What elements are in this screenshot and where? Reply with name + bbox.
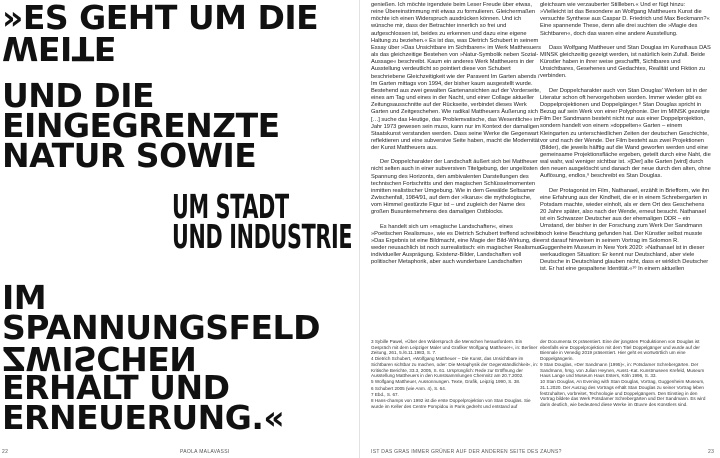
headline-block-2 xyxy=(2,76,280,175)
footnote: 9 Stan Douglas, »Der Sandmann (1995)«, in: Potsdamer Schrebergärten. Der Sandmann, hrsg. von Julian Heynen, Ausst.-Kat. Kunstmuseen Krefeld, Museum Haus Lange und Museum Haus Esters, Köln 1996, S. 33. xyxy=(540,361,705,379)
body-paragraph: gleichsam wie verzauberter Stillleben.« Und er fügt hinzu: »Vielleicht ist das Besondere an Wolfgang Mattheuers Kunst die versuchte Synthese aus Caspar D. Friedrich und Max Beckmann?« Eine spannende These, denn alle drei suchten die »Magie des Sichtbaren«, doch das waren eine andere Ausstellung. xyxy=(540,2,710,37)
headline-line: »ES GEHT UM DIE xyxy=(2,0,319,37)
page-number-left: 22 xyxy=(2,449,9,455)
page-gutter xyxy=(359,0,360,458)
footnote: 5 Wolfgang Mattheuer, Aussonnungen. Texte, Grafik, Leipzig 1990, S. 38. xyxy=(371,379,521,385)
headline-line xyxy=(2,339,320,378)
author-name: PAOLA MALAVASSI xyxy=(180,449,230,455)
headline-line: IM xyxy=(2,278,47,317)
running-title: IST DAS GRAS IMMER GRÜNER AUF DER ANDEREN SEITE DES ZAUNS? xyxy=(371,449,562,455)
headline-line: ERNEUERUNG.« xyxy=(2,398,285,437)
footnote: 4 Dietrich Schubert, »Wolfgang Mattheuer – Die Kunst, das Unsichtbare im Sichtbaren sichtbar zu machen, oder: Die Metaphysik der Gegenständlichkeit«, in: Kritische Berichte, 33.3, 2005, S. 61. Ursprünglich: Rede zur Eröffnung der Ausstellung Mattheuers in den Kunstsammlungen Chemnitz am 20.7.2002. xyxy=(371,356,538,379)
body-paragraph: Es handelt sich um »magische Landschaften«, eines »Poetischen Realismus«, wie es Dietrich Schubert treffend schreibt: »Das Ergebnis ist eine Bildmacht, eine Magie der Bild-Wirkung, die weder neusachlich ist noch surrealistisch: ein magischer Realismus individueller Ausprägung. Existenz-Bilder, Landschaften voll politischer Metaphorik, aber auch wunderbare Landschaften xyxy=(371,223,542,266)
footnote: 6 Schubert 2005 (wie Anm. 4), S. 64. xyxy=(371,385,447,391)
footnotes-right xyxy=(540,339,708,408)
headline-mirrored-word: WEITE xyxy=(2,29,116,68)
body-column-right xyxy=(540,2,712,280)
page-number-right: 23 xyxy=(708,449,715,455)
body-paragraph: Dass Wolfgang Mattheuer und Stan Douglas im Kunsthaus DAS MINSK gleichzeitig gezeigt werden, ist natürlich kein Zufall. Beide Künstler haben in ihrer weise geschaffft, Sichtbares und Unsichtbares, Gesehenes und Gedachtes, Realität und Fiktion zu verbinden. xyxy=(540,44,711,80)
body-paragraph: Der Protagonist im Film, Nathanael, erzählt in Briefform, wie ihn eine Erfahrung aus der Kindheit, die er in einem Schrebergarten in Potsdam machte, wieder einholt, als er dem Ort des Geschehens 20 Jahre später, also nach der Wende, erneut besucht. Nathanael ist ein Schwarzer Deutscher aus der ehemaligen DDR – ein Umstand, der bisher in der Forschung zum Werk Der Sandmann noch keine Beachtung gefunden hat. Der Künstler selbst musste erst darauf hinweisen in seinem Vortrag im Solomon R. Guggenheim Museum in New York 2020: »Nathanael ist in dieser werkaudiogen Situation: Er kennt nur Deutschland, aber viele Deutsche in Deutschland glauben nicht, dass er wirklich Deutscher ist. Er hat eine gespaltene Identität.«¹⁰ In einem aktuellen xyxy=(540,187,710,273)
headline-line: UM STADT xyxy=(172,187,289,226)
body-paragraph: Der Doppelcharakter der Landschaft äußert sich bei Mattheuer nicht selten auch in einer subversiven Titelgebung, der ungelösten Spannung des Horizonts, den ambivalenten Darstellungen des technischen Fortschritts und den magischen Schlüsselmomenten inmitten realistischer Umgebung. Wie in dem Gewälde Seltsamer Zwischenfall, 1984/91, auf dem der »Ikarus« die mythologische, vom Himmel gestürzte Figur ist – und zugleich der Name des großen Busunternehmens des damaligen Ostblocks. xyxy=(371,159,538,216)
headline-line: SPANNUNGSFELD xyxy=(2,308,320,347)
headline-line: NATUR SOWIE xyxy=(2,136,257,175)
body-paragraph: genießen. Ich möchte irgendwie beim Leser Freude über etwas, reine Übereinstimmung mit etwas zu formulieren. Gleichermaßen möchte ich einen Widerspruch ausdrücken können. Und ich wünsche mir, dass der Betrachter innerlich so frei und aufgeschlossen ist, beides zu erkennen und dazu eine eigene Haltung zu beziehen.« Es ist das, was Dietrich Schubert in seinem Essay über »Das Unsichtbare im Sichtbaren« im Werk Matthesuers als das gleichzeitige Bestehen von »Natur-Symbolik neben Sozial-Aussage« beschreibt. Kaum ein anderes Werk Mattheuers in der Ausstellung verdeutlicht so pointiert diese von Schubert beschriebene Gleichzeitigkeit wie der Paravent Im Garten abends / Im Garten mittags von 1994, der bisher kaum ausgestellt wurde. Bestehend aus zwei gewalten Gartenansichten auf der Vorderseite, eines am Tag und eines in der Nacht, und einer Collage aktueller Zeitungsausschnitte auf der Rückseite, verbindet dieses Werk Garten und Zeitgeschehen. Wie radikal Mattheuers Äußerung sich […] suche das Heutige, das Problemvatische, das Wesentliche« im Jahr 1973 gewesen sein muss, kann nur im Kontext der damaligen Staatskunst verstanden werden. Dass seine Werke die Gegenwart reflektieren und eine subversive Seite haben, macht die Modernität der Kunst Mattheuers aus. xyxy=(371,2,541,152)
headline-line: UND INDUSTRIE xyxy=(172,217,353,256)
headline-block-4 xyxy=(2,278,320,437)
footnote: 3 Sybille Pawel, »Über den Widerspruch die Menschen herausfordern. Ein Gespräch mit dem Leipziger Maler und Grafiker Wolfgang Mattheuer«, in: Berliner Zeitung, 261, 5./6.11.1983, S. 7. xyxy=(371,339,538,356)
footnote: 8 Hans-champs von 1992 ist die erste Doppelprojektion von Stan Douglas. Sie wurde im Keller des Centre Pompidou in Paris gedreht und entstand auf xyxy=(371,397,531,409)
headline-line: EINGEGRENZTE xyxy=(2,106,280,145)
footnote: der Documenta IX präsentiert. Eine der jüngsten Produktionen von Douglas ist ebenfalls eine Doppelprojektion mit dem Titel Doppelgänger und wurde auf der Biennale in Venedig 2019 präsentiert. Hier geht es wortwörtlich um eine Doppelgängerin. xyxy=(540,339,700,361)
headline-line: ERHALT UND xyxy=(2,368,230,407)
body-paragraph: Der Doppelcharakter auch von Stan Douglas' Werken ist in der Literatur schon oft hervorgehoben worden. Immer wieder gibt es Doppelprojektionen und Doppelgänger.⁸ Stan Douglas spricht in Bezug auf sein Werk von einer Polyphonie. Der im MINSK gezeigte Film Der Sandmann besteht nicht nur aus einer Doppelprojektion, sondern handelt von einem »doppelten« Garten – einem Kleingarten zu unterschiedlichen Zeiten der deutschen Geschichte, vor und nach der Wende. Der Film besteht aus zwei Projektionen (Bilder), die jeweils hälftig auf die Wand geworfen werden und eine gemeinsame Projektionsfläche ergeben, geteilt durch eine Naht, die wal wahr, wal weniger sichtbar ist. »[Der] alte Garten [wird] durch den neuen ausgelöscht und danach der neue durch den alten, ohne Auflösung, endlos,⁹ beschreibt es Stan Douglas. xyxy=(540,87,711,180)
footnote: 10 Stan Douglas, An Evening with Stan Douglas, Vortrag, Guggenheim Museum, 31.1.2020. Der Auszug des Vortrags erhält Stan Douglas zu seiner Vortrag leben festzuhalten, vorbreitet, Technologie und Doppelgängern. Den Einstieg in den Vortrag bildete das Werk Potsdamer Schrebergärten und Der Sandmann. Es wird darin deutlich, wie bedeutend diese Werke im Œuvre des Künstlers sind. xyxy=(540,379,706,407)
headline-block-3 xyxy=(172,187,353,256)
footnote: 7 Ebd., S. 67. xyxy=(371,391,399,397)
footnotes-left xyxy=(371,339,539,410)
headline-line: UND DIE xyxy=(2,76,155,115)
headline-line xyxy=(2,29,318,68)
headline-block-1 xyxy=(2,0,319,68)
body-column-left xyxy=(371,2,543,273)
headline-mirrored-word: ZWISCHEN xyxy=(2,339,197,378)
